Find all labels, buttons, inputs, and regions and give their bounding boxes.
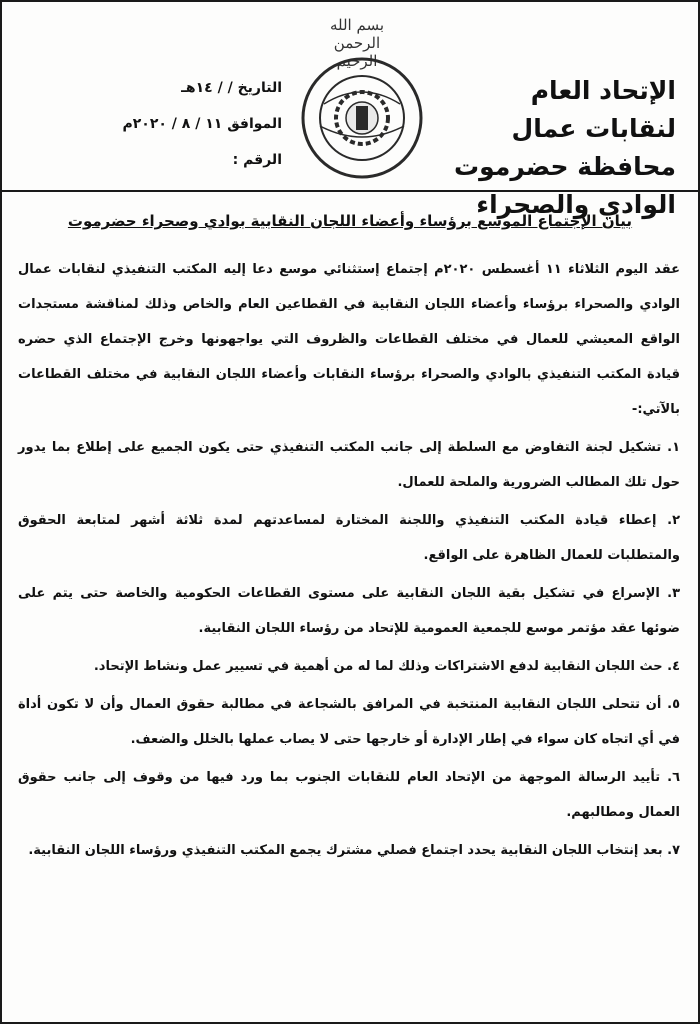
date-label: التاريخ	[237, 80, 282, 96]
corresponding-value: ١١ / ٨ / ٢٠٢٠م	[122, 116, 223, 132]
org-line-3: الوادي والصحراء	[476, 190, 676, 219]
number-row	[42, 142, 282, 178]
organization-name	[436, 72, 676, 224]
date-row	[42, 70, 282, 106]
reference-block	[42, 70, 282, 178]
org-line-2: محافظة حضرموت	[454, 152, 676, 181]
number-label: الرقم :	[232, 152, 282, 168]
bismillah-calligraphy: بسم الله الرحمن الرحيم	[329, 16, 385, 70]
resolution-item-1: ١. تشكيل لجنة التفاوض مع السلطة إلى جانب المكتب التنفيذي حتى يكون الجميع على إطلاع بما يدور حول تلك المطالب الضرورية والملحة للعمال.	[18, 440, 680, 490]
resolution-item-5: ٥. أن تتحلى اللجان النقابية المنتخبة في المرافق بالشجاعة في مطالبة حقوق العمال وأن لا تكون أداة في أي اتجاه كان سواء في إطار الإدارة أو خارجها حتى لا يصاب عملها بالخلل والضعف.	[18, 697, 680, 747]
letterhead	[2, 2, 698, 219]
header-divider	[2, 190, 698, 192]
corresponding-label: الموافق	[227, 116, 282, 132]
resolution-item-3: ٣. الإسراع في تشكيل بقية اللجان النقابية على مستوى القطاعات الحكومية والخاصة حتى يتم على ضوئها عقد مؤتمر موسع للجمعية العمومية للإتحاد من رؤساء اللجان النقابية.	[18, 586, 680, 636]
corresponding-date-row	[42, 106, 282, 142]
resolution-item-4: ٤. حث اللجان النقابية لدفع الاشتراكات وذلك لما له من أهمية في تسيير عمل ونشاط الإتحاد.	[93, 659, 680, 674]
resolution-item-7: ٧. بعد إنتخاب اللجان النقابية يحدد اجتماع فصلي مشترك يجمع المكتب التنفيذي ورؤساء اللجان النقابية.	[28, 843, 680, 858]
date-value: / / ١٤هـ	[181, 80, 233, 96]
resolution-item-2: ٢. إعطاء قيادة المكتب التنفيذي واللجنة المختارة لمساعدتهم لمدة ثلاثة أشهر لمتابعة الحقوق والمتطلبات للعمال الظاهرة على الواقع.	[18, 513, 680, 563]
resolution-item-6: ٦. تأييد الرسالة الموجهة من الإتحاد العام للنقابات الجنوب بما ورد فيها من وقوف إلى جانب حقوق العمال ومطالبهم.	[18, 770, 680, 820]
union-seal-logo	[300, 56, 424, 180]
statement-title: بيان الإجتماع الموسع برؤساء وأعضاء اللجان النقابية بوادي وصحراء حضرموت	[67, 212, 633, 230]
org-line-1: الإتحاد العام لنقابات عمال	[511, 76, 676, 143]
intro-paragraph: عقد اليوم الثلاثاء ١١ أغسطس ٢٠٢٠م إجتماع إستثنائي موسع دعا إليه المكتب التنفيذي لنقابات عمال الوادي والصحراء برؤساء وأعضاء اللجان النقابية في القطاعين العام والخاص وذلك لمناقشة مستجدات الواقع المعيشي للعمال في مختلف القطاعات والظروف التي يواجهونها وخرج الإجتماع الذي حضره قيادة المكتب التنفيذي بالوادي والصحراء برؤساء النقابات وأعضاء اللجان النقابية في مختلف القطاعات بالآتي:-	[18, 262, 680, 417]
statement-body	[18, 252, 680, 868]
